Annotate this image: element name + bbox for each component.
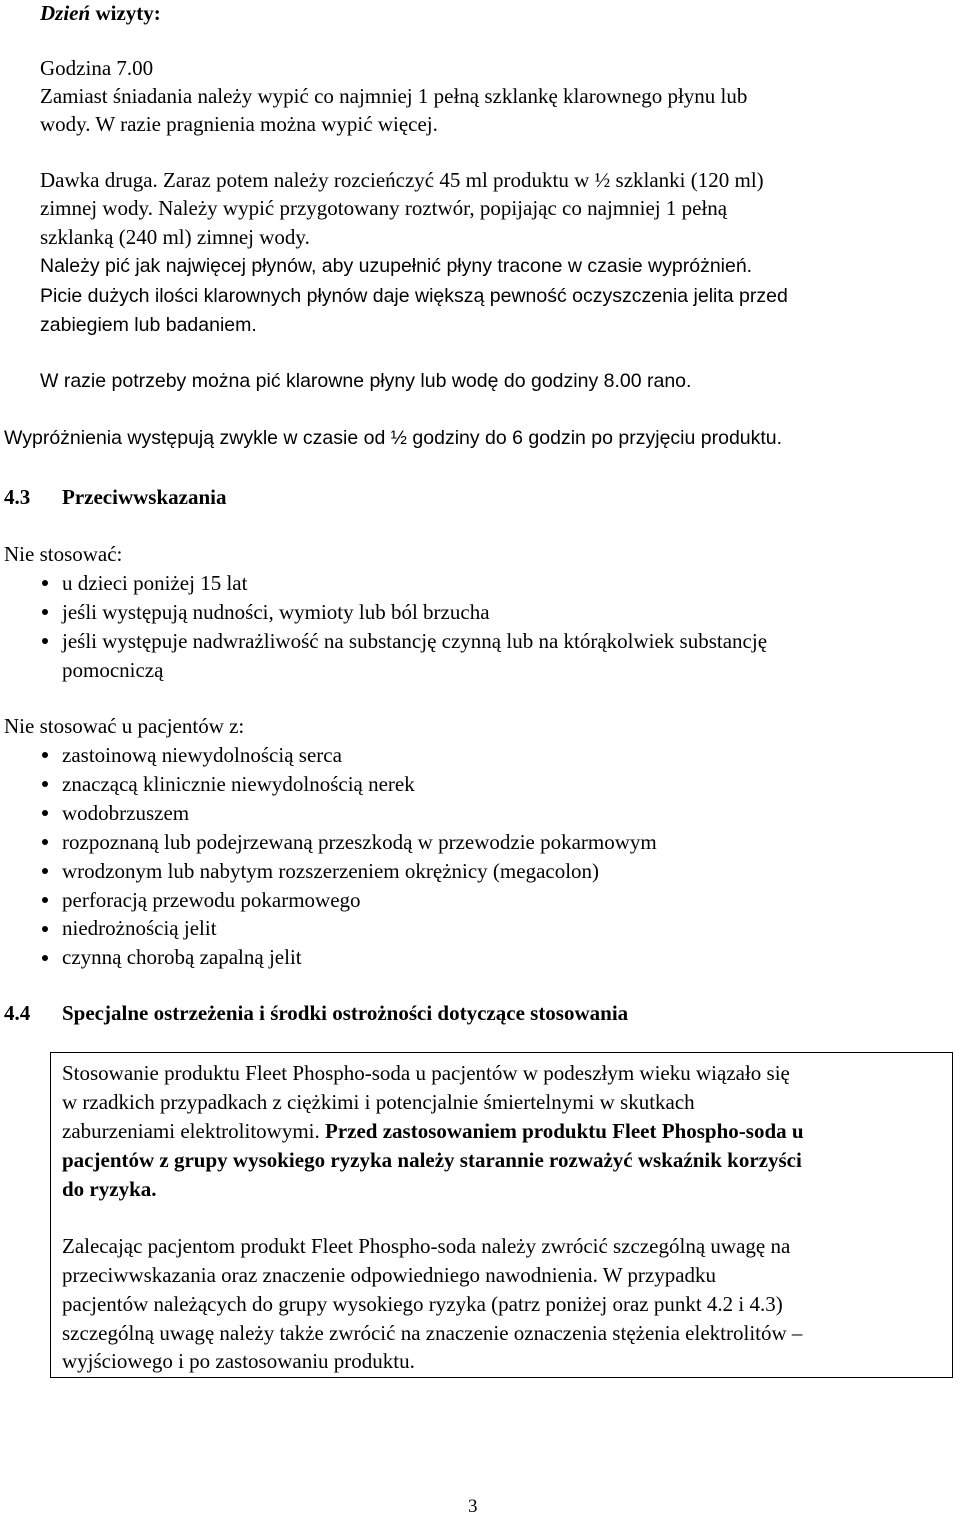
warning-p1-line5: do ryzyka. — [62, 1177, 157, 1201]
warning-p2-line4: szczególną uwagę należy także zwrócić na znaczenie oznaczenia stężenia elektrolitów – — [62, 1321, 803, 1345]
page-number: 3 — [468, 1496, 478, 1517]
breakfast-text-line2: wody. W razie pragnienia można wypić więcej. — [40, 112, 438, 136]
bullet-icon — [42, 955, 48, 961]
section-43-number: 4.3 — [4, 485, 31, 509]
patient-contraindication-item: wodobrzuszem — [62, 801, 190, 825]
warning-p1-line1: Stosowanie produktu Fleet Phospho-soda u pacjentów w podeszłym wieku wiązało się — [62, 1061, 790, 1085]
visit-day-heading-italic: Dzień — [40, 1, 91, 25]
patient-contraindication-item: niedrożnością jelit — [62, 916, 217, 940]
do-not-use-label: Nie stosować: — [4, 542, 123, 566]
patient-contraindication-item: znaczącą klinicznie niewydolnością nerek — [62, 772, 415, 796]
visit-day-heading — [40, 0, 161, 26]
patient-contraindication-item: perforacją przewodu pokarmowego — [62, 888, 361, 912]
dose2-text-line3: szklanką (240 ml) zimnej wody. — [40, 225, 310, 249]
warning-p2-line1: Zalecając pacjentom produkt Fleet Phospho-soda należy zwrócić szczególną uwagę na — [62, 1234, 791, 1258]
dose2-text-line2: zimnej wody. Należy wypić przygotowany roztwór, popijając co najmniej 1 pełną — [40, 196, 728, 220]
bullet-icon — [42, 781, 48, 787]
warning-p1-line3-normal: zaburzeniami elektrolitowymi. — [62, 1119, 325, 1143]
bullet-icon — [42, 638, 48, 644]
section-44-title: Specjalne ostrzeżenia i środki ostrożności dotyczące stosowania — [62, 1001, 629, 1025]
bullet-icon — [42, 868, 48, 874]
bullet-icon — [42, 609, 48, 615]
warning-p1-line3 — [62, 1118, 804, 1144]
section-43-title: Przeciwwskazania — [62, 485, 227, 509]
section-44-number: 4.4 — [4, 1001, 31, 1025]
bullet-icon — [42, 810, 48, 816]
do-not-use-patients-label: Nie stosować u pacjentów z: — [4, 714, 245, 738]
warning-p2-line5: wyjściowego i po zastosowaniu produktu. — [62, 1349, 415, 1373]
dose2-text-line1: Dawka druga. Zaraz potem należy rozcieńczyć 45 ml produktu w ½ szklanki (120 ml) — [40, 168, 764, 192]
visit-day-heading-rest: wizyty: — [90, 1, 161, 25]
time-label: Godzina 7.00 — [40, 56, 154, 80]
breakfast-text-line1: Zamiast śniadania należy wypić co najmniej 1 pełną szklankę klarownego płynu lub — [40, 84, 748, 108]
bullet-icon — [42, 839, 48, 845]
bullet-icon — [42, 926, 48, 932]
bowel-movements-text: Wypróżnienia występują zwykle w czasie od ½ godziny do 6 godzin po przyjęciu produktu. — [4, 427, 783, 449]
contraindication-item: u dzieci poniżej 15 lat — [62, 571, 248, 595]
contraindication-item-continuation: pomocniczą — [62, 658, 164, 682]
patient-contraindication-item: wrodzonym lub nabytym rozszerzeniem okrężnicy (megacolon) — [62, 859, 600, 883]
contraindication-item: jeśli występują nudności, wymioty lub ból brzucha — [62, 600, 490, 624]
patient-contraindication-item: zastoinową niewydolnością serca — [62, 743, 342, 767]
warning-p1-line3-bold: Przed zastosowaniem produktu Fleet Phospho-soda u — [325, 1119, 804, 1143]
contraindication-item: jeśli występuje nadwrażliwość na substancję czynną lub na którąkolwiek substancję — [62, 629, 768, 653]
bullet-icon — [42, 580, 48, 586]
warning-p2-line2: przeciwwskazania oraz znaczenie odpowiedniego nawodnienia. W przypadku — [62, 1263, 717, 1287]
fluids-text-line3: zabiegiem lub badaniem. — [40, 314, 257, 336]
warning-p2-line3: pacjentów należących do grupy wysokiego ryzyka (patrz poniżej oraz punkt 4.2 i 4.3) — [62, 1292, 783, 1316]
bullet-icon — [42, 752, 48, 758]
until-8-text: W razie potrzeby można pić klarowne płyny lub wodę do godziny 8.00 rano. — [40, 370, 692, 392]
bullet-icon — [42, 897, 48, 903]
patient-contraindication-item: rozpoznaną lub podejrzewaną przeszkodą w przewodzie pokarmowym — [62, 830, 657, 854]
warning-p1-line4: pacjentów z grupy wysokiego ryzyka należy starannie rozważyć wskaźnik korzyści — [62, 1148, 802, 1172]
warning-p1-line2: w rzadkich przypadkach z ciężkimi i potencjalnie śmiertelnymi w skutkach — [62, 1090, 695, 1114]
fluids-text-line1: Należy pić jak najwięcej płynów, aby uzupełnić płyny tracone w czasie wypróżnień. — [40, 255, 753, 277]
patient-contraindication-item: czynną chorobą zapalną jelit — [62, 945, 302, 969]
fluids-text-line2: Picie dużych ilości klarownych płynów daje większą pewność oczyszczenia jelita przed — [40, 285, 788, 307]
